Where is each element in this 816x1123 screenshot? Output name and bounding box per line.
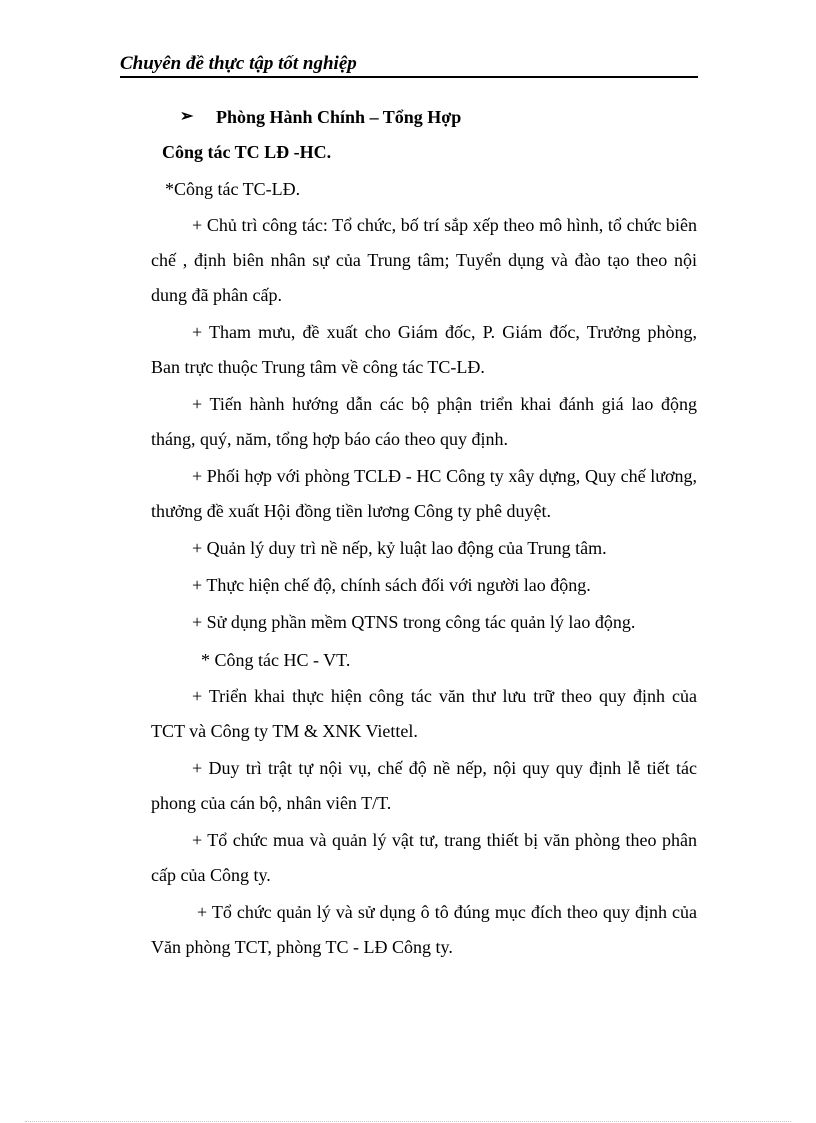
paragraph: + Phối hợp với phòng TCLĐ - HC Công ty xây dựng, Quy chế lương, thưởng đề xuất Hội đồng tiền lương Công ty phê duyệt.: [151, 466, 697, 521]
paragraph: + Tiến hành hướng dẫn các bộ phận triển khai đánh giá lao động tháng, quý, năm, tổng hợp báo cáo theo quy định.: [151, 394, 697, 449]
page-header: [120, 52, 698, 78]
paragraph: + Chủ trì công tác: Tổ chức, bố trí sắp xếp theo mô hình, tổ chức biên chế , định biên nhân sự của Trung tâm; Tuyển dụng và đào tạo theo nội dung đã phân cấp.: [151, 215, 697, 305]
paragraph: + Duy trì trật tự nội vụ, chế độ nề nếp, nội quy quy định lễ tiết tác phong của cán bộ, nhân viên T/T.: [151, 758, 697, 813]
page-bottom-divider: [25, 1121, 791, 1122]
arrow-bullet-icon: ➢: [180, 108, 194, 125]
document-body: [151, 100, 697, 967]
part1-title: *Công tác TC-LĐ.: [165, 179, 301, 199]
subheading: Công tác TC LĐ -HC.: [162, 142, 332, 162]
part2-title: * Công tác HC - VT.: [201, 650, 351, 670]
paragraph: + Tổ chức quản lý và sử dụng ô tô đúng mục đích theo quy định của Văn phòng TCT, phòng TC - LĐ Công ty.: [151, 902, 697, 957]
section-heading: [151, 100, 697, 134]
section-heading-text: Phòng Hành Chính – Tổng Hợp: [216, 107, 462, 127]
paragraph: + Triển khai thực hiện công tác văn thư lưu trữ theo quy định của TCT và Công ty TM & XNK Viettel.: [151, 686, 697, 741]
header-title: Chuyên đề thực tập tốt nghiệp: [120, 53, 357, 74]
paragraph: + Sử dụng phần mềm QTNS trong công tác quản lý lao động.: [192, 612, 636, 632]
paragraph: + Tổ chức mua và quản lý vật tư, trang thiết bị văn phòng theo phân cấp của Công ty.: [151, 830, 697, 885]
paragraph: + Tham mưu, đề xuất cho Giám đốc, P. Giám đốc, Trưởng phòng, Ban trực thuộc Trung tâm về công tác TC-LĐ.: [151, 322, 697, 377]
paragraph: + Quản lý duy trì nề nếp, kỷ luật lao động của Trung tâm.: [192, 538, 607, 558]
paragraph: + Thực hiện chế độ, chính sách đối với người lao động.: [192, 575, 591, 595]
